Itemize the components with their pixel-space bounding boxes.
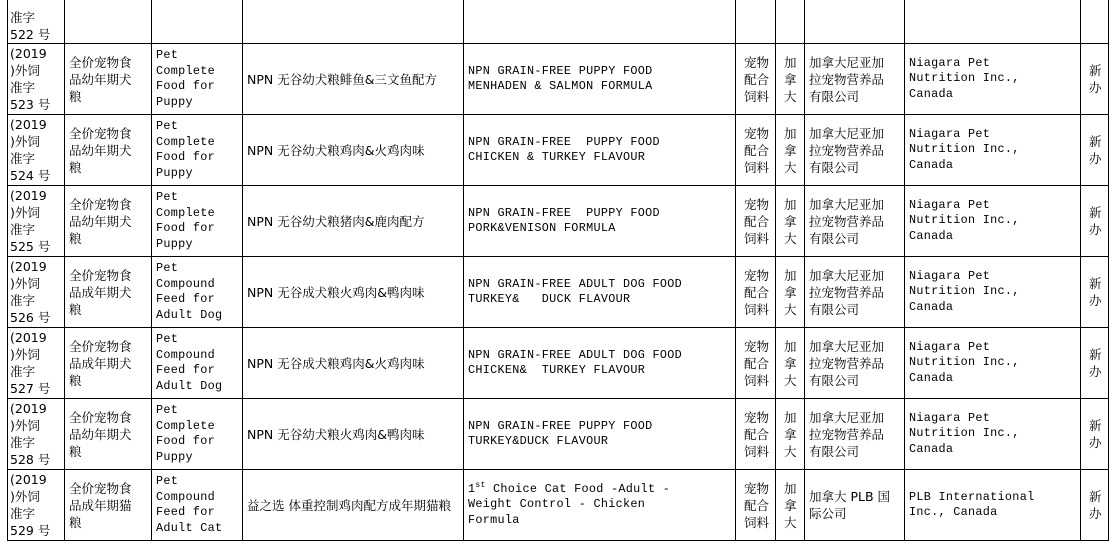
category-en-line: Puppy (156, 449, 193, 464)
product-name-cn-text: NPN 无谷幼犬粮猪肉&鹿肉配方 (247, 213, 425, 229)
approval-number-line: 准字 (10, 151, 36, 166)
approval-number-cell (8, 44, 65, 115)
product-name-cn-cell (243, 186, 464, 257)
approval-number-line: )外饲 (10, 347, 40, 362)
origin-country-line: 加 (784, 409, 797, 425)
status-cell (1081, 328, 1109, 399)
product-type-cell (736, 399, 776, 470)
product-name-en-cell (464, 399, 736, 470)
table-row (8, 44, 1109, 115)
status-line: 办 (1089, 293, 1102, 308)
origin-country-line: 拿 (784, 213, 797, 229)
product-name-en-line: Weight Control - Chicken (468, 497, 646, 512)
approval-number-cell (8, 399, 65, 470)
category-cn-cell (65, 470, 152, 541)
product-name-en-cell (464, 328, 736, 399)
product-name-cn-cell (243, 115, 464, 186)
product-type-cell (736, 257, 776, 328)
category-en-line: Pet (156, 48, 179, 62)
category-cn-line: 粮 (69, 443, 82, 459)
table-row (8, 328, 1109, 399)
origin-country-cell (776, 328, 805, 399)
category-cn-line: 品幼年期犬 (69, 426, 132, 442)
table-row (8, 115, 1109, 186)
approval-number-line: 准字 (10, 80, 36, 95)
approval-number-line: )外饲 (10, 276, 40, 291)
approval-number-line: 529 号 (10, 523, 51, 538)
origin-country-line: 大 (784, 159, 797, 175)
product-type-line: 饲料 (744, 372, 770, 388)
category-en-line: Puppy (156, 165, 193, 180)
status-line: 办 (1089, 506, 1102, 521)
category-en-cell (152, 257, 243, 328)
category-cn-line: 品幼年期犬 (69, 71, 132, 87)
product-name-cn-cell (243, 257, 464, 328)
company-cn-line: 拉宠物营养品 (809, 71, 885, 87)
origin-country-line: 拿 (784, 142, 797, 158)
product-name-cn-text: NPN 无谷幼犬粮鲱鱼&三文鱼配方 (247, 71, 437, 87)
company-en-cell (905, 257, 1081, 328)
table-row (8, 186, 1109, 257)
company-cn-line: 加拿大尼亚加 (809, 54, 885, 70)
category-en-line: Adult Cat (156, 520, 223, 535)
status-line: 新 (1089, 205, 1102, 220)
origin-country-line: 大 (784, 230, 797, 246)
product-type-cell (736, 186, 776, 257)
category-en-line: Pet (156, 190, 179, 204)
product-type-line: 宠物 (744, 196, 770, 212)
category-en-cell (152, 328, 243, 399)
company-cn-line: 拉宠物营养品 (809, 284, 885, 300)
category-cn-line: 全价宠物食 (69, 409, 132, 425)
status-line: 办 (1089, 222, 1102, 237)
product-name-cn-cell (243, 0, 464, 44)
product-type-line: 宠物 (744, 409, 770, 425)
product-name-en-line: NPN GRAIN-FREE PUPPY FOOD (468, 63, 653, 78)
ordinal-suffix: st (475, 480, 486, 490)
company-cn-line: 加拿大尼亚加 (809, 338, 885, 354)
company-en-line: Canada (909, 228, 954, 243)
status-cell (1081, 257, 1109, 328)
origin-country-cell (776, 186, 805, 257)
category-cn-line: 粮 (69, 159, 82, 175)
product-name-cn-text: NPN 无谷幼犬粮火鸡肉&鸭肉味 (247, 426, 425, 442)
product-name-cn-cell (243, 399, 464, 470)
product-name-cn-cell (243, 328, 464, 399)
product-name-en-cell (464, 257, 736, 328)
product-type-line: 饲料 (744, 230, 770, 246)
product-name-cn-text: NPN 无谷幼犬粮鸡肉&火鸡肉味 (247, 142, 425, 158)
approval-number-cell (8, 186, 65, 257)
category-en-line: Pet (156, 261, 179, 275)
origin-country-line: 大 (784, 514, 797, 530)
approval-number-cell (8, 328, 65, 399)
origin-country-line: 拿 (784, 426, 797, 442)
company-cn-line: 有限公司 (809, 230, 860, 246)
product-type-line: 宠物 (744, 338, 770, 354)
company-en-line: Canada (909, 157, 954, 172)
approval-number-line: 524 号 (10, 168, 51, 183)
table-row (8, 399, 1109, 470)
category-cn-cell (65, 399, 152, 470)
category-cn-line: 粮 (69, 88, 82, 104)
category-en-cell (152, 44, 243, 115)
company-cn-line: 有限公司 (809, 159, 860, 175)
company-cn-line: 拉宠物营养品 (809, 142, 885, 158)
product-name-en-line: NPN GRAIN-FREE PUPPY FOOD (468, 205, 660, 220)
category-cn-line: 全价宠物食 (69, 267, 132, 283)
category-en-line: Pet (156, 119, 179, 133)
category-en-cell (152, 186, 243, 257)
category-en-line: Complete (156, 418, 216, 433)
approval-number-line: (2019 (10, 188, 47, 203)
origin-country-line: 大 (784, 443, 797, 459)
category-cn-line: 粮 (69, 372, 82, 388)
product-type-line: 配合 (744, 213, 770, 229)
category-cn-line: 品幼年期犬 (69, 142, 132, 158)
company-en-cell (905, 0, 1081, 44)
status-cell (1081, 186, 1109, 257)
table-row (8, 470, 1109, 541)
company-en-line: Canada (909, 441, 954, 456)
origin-country-cell (776, 0, 805, 44)
company-cn-cell (805, 44, 905, 115)
origin-country-cell (776, 44, 805, 115)
company-en-line: Canada (909, 370, 954, 385)
status-cell (1081, 115, 1109, 186)
category-en-line: Food for (156, 221, 216, 235)
approval-number-line: 523 号 (10, 97, 51, 112)
product-name-cn-text: NPN 无谷成犬粮火鸡肉&鸭肉味 (247, 284, 425, 300)
product-name-en-cell (464, 44, 736, 115)
category-en-line: Food for (156, 434, 216, 448)
product-type-cell (736, 470, 776, 541)
company-en-cell (905, 399, 1081, 470)
company-en-line: Nutrition Inc., (909, 213, 1020, 228)
table-row (8, 0, 1109, 44)
product-name-en-line: MENHADEN & SALMON FORMULA (468, 79, 653, 93)
approval-number-line: )外饲 (10, 489, 40, 504)
product-name-cn-text: 益之选 体重控制鸡肉配方成年期猫粮 (247, 497, 451, 513)
product-name-en-cell (464, 470, 736, 541)
company-en-cell (905, 115, 1081, 186)
product-type-line: 配合 (744, 426, 770, 442)
company-cn-line: 加拿大尼亚加 (809, 409, 885, 425)
product-name-cn-cell (243, 44, 464, 115)
category-cn-line: 品成年期犬 (69, 355, 132, 371)
category-en-line: Pet (156, 474, 179, 488)
product-name-en-line: TURKEY& DUCK FLAVOUR (468, 292, 631, 306)
company-en-line: Niagara Pet (909, 55, 991, 70)
origin-country-line: 大 (784, 88, 797, 104)
product-en-text: Choice Cat Food -Adult - (485, 481, 671, 496)
company-cn-line: 加拿大尼亚加 (809, 267, 885, 283)
approval-number-line: 准字 (10, 222, 36, 237)
category-cn-line: 粮 (69, 514, 82, 530)
status-line: 办 (1089, 435, 1102, 450)
category-en-cell (152, 0, 243, 44)
company-cn-line: 拉宠物营养品 (809, 426, 885, 442)
approval-number-line: 准字 (10, 435, 36, 450)
category-cn-cell (65, 0, 152, 44)
approval-number-line: 526 号 (10, 310, 51, 325)
category-en-line: Pet (156, 332, 179, 346)
product-name-en-line: PORK&VENISON FORMULA (468, 221, 616, 235)
ordinal-number: 1 (468, 481, 476, 496)
company-en-cell (905, 44, 1081, 115)
company-en-cell (905, 470, 1081, 541)
company-en-line: Nutrition Inc., (909, 426, 1020, 441)
approval-number-line: 准字 (10, 293, 36, 308)
product-type-cell (736, 328, 776, 399)
registration-table (7, 0, 1109, 541)
origin-country-line: 拿 (784, 497, 797, 513)
product-type-line: 宠物 (744, 267, 770, 283)
category-en-line: Pet (156, 403, 179, 417)
company-en-line: Niagara Pet (909, 268, 991, 283)
status-line: 办 (1089, 80, 1102, 95)
origin-country-line: 加 (784, 125, 797, 141)
company-cn-line: 加拿大尼亚加 (809, 125, 885, 141)
product-type-cell (736, 44, 776, 115)
product-en-line (468, 482, 731, 498)
product-name-en-line: CHICKEN& TURKEY FLAVOUR (468, 363, 646, 377)
status-line: 新 (1089, 134, 1102, 149)
company-cn-line: 加拿大尼亚加 (809, 196, 885, 212)
company-cn-cell (805, 257, 905, 328)
product-type-line: 配合 (744, 355, 770, 371)
product-type-line: 饲料 (744, 443, 770, 459)
company-en-line: Niagara Pet (909, 197, 991, 212)
category-en-line: Feed for (156, 292, 216, 306)
category-en-line: Puppy (156, 94, 193, 109)
category-en-cell (152, 399, 243, 470)
origin-country-line: 加 (784, 480, 797, 496)
company-en-line: PLB International (909, 489, 1035, 504)
product-type-line: 宠物 (744, 480, 770, 496)
origin-country-line: 加 (784, 196, 797, 212)
company-en-line: Niagara Pet (909, 126, 991, 141)
category-cn-line: 全价宠物食 (69, 196, 132, 212)
status-line: 新 (1089, 347, 1102, 362)
approval-number-line: (2019 (10, 401, 47, 416)
status-line: 新 (1089, 63, 1102, 78)
category-cn-line: 全价宠物食 (69, 480, 132, 496)
origin-country-line: 拿 (784, 355, 797, 371)
approval-number-line: (2019 (10, 46, 47, 61)
category-cn-cell (65, 44, 152, 115)
company-en-line: Nutrition Inc., (909, 284, 1020, 299)
category-en-line: Feed for (156, 363, 216, 377)
approval-number-cell (8, 257, 65, 328)
approval-number-line: (2019 (10, 472, 47, 487)
company-en-line: Canada (909, 86, 954, 101)
approval-number-line: 525 号 (10, 239, 51, 254)
status-line: 新 (1089, 276, 1102, 291)
origin-country-cell (776, 115, 805, 186)
approval-number-line: )外饲 (10, 134, 40, 149)
category-en-line: Compound (156, 347, 216, 362)
product-type-line: 配合 (744, 71, 770, 87)
status-cell (1081, 44, 1109, 115)
product-name-en-line: Formula (468, 512, 520, 527)
category-cn-cell (65, 115, 152, 186)
approval-number-line: 准字 (10, 364, 36, 379)
product-name-en-line: NPN GRAIN-FREE PUPPY FOOD (468, 134, 660, 149)
approval-number-line: (2019 (10, 117, 47, 132)
company-cn-line: 有限公司 (809, 443, 860, 459)
category-en-line: Complete (156, 205, 216, 220)
company-en-cell (905, 328, 1081, 399)
product-name-en-line: NPN GRAIN-FREE ADULT DOG FOOD (468, 347, 682, 362)
table-row (8, 257, 1109, 328)
product-name-en-cell (464, 0, 736, 44)
approval-number-line: 527 号 (10, 381, 51, 396)
company-cn-line: 有限公司 (809, 372, 860, 388)
category-en-line: Adult Dog (156, 307, 223, 322)
category-cn-cell (65, 186, 152, 257)
product-name-cn-text: NPN 无谷成犬粮鸡肉&火鸡肉味 (247, 355, 425, 371)
category-cn-line: 粮 (69, 230, 82, 246)
company-en-line: Nutrition Inc., (909, 142, 1020, 157)
product-name-en-line: TURKEY&DUCK FLAVOUR (468, 434, 609, 448)
company-cn-line: 有限公司 (809, 88, 860, 104)
origin-country-cell (776, 257, 805, 328)
company-cn-line: 拉宠物营养品 (809, 213, 885, 229)
status-cell (1081, 399, 1109, 470)
product-type-cell (736, 115, 776, 186)
origin-country-line: 拿 (784, 71, 797, 87)
status-cell (1081, 470, 1109, 541)
product-type-line: 饲料 (744, 88, 770, 104)
company-en-line: Niagara Pet (909, 410, 991, 425)
category-en-line: Compound (156, 489, 216, 504)
approval-number-line: 准字 (10, 10, 36, 25)
status-line: 新 (1089, 418, 1102, 433)
category-en-line: Compound (156, 276, 216, 291)
company-cn-line: 有限公司 (809, 301, 860, 317)
company-cn-cell (805, 470, 905, 541)
company-en-line: Niagara Pet (909, 339, 991, 354)
category-cn-cell (65, 257, 152, 328)
category-cn-line: 品幼年期犬 (69, 213, 132, 229)
status-line: 办 (1089, 364, 1102, 379)
approval-number-cell (8, 470, 65, 541)
company-cn-cell (805, 399, 905, 470)
origin-country-line: 拿 (784, 284, 797, 300)
category-cn-line: 品成年期犬 (69, 284, 132, 300)
product-type-line: 配合 (744, 142, 770, 158)
product-type-line: 配合 (744, 284, 770, 300)
approval-number-line: )外饲 (10, 205, 40, 220)
table-body (8, 0, 1109, 541)
approval-number-cell (8, 0, 65, 44)
product-type-line: 宠物 (744, 125, 770, 141)
product-name-en-line: NPN GRAIN-FREE ADULT DOG FOOD (468, 276, 682, 291)
product-type-line: 配合 (744, 497, 770, 513)
category-en-line: Food for (156, 79, 216, 93)
company-en-cell (905, 186, 1081, 257)
status-cell (1081, 0, 1109, 44)
company-en-line: Canada (909, 299, 954, 314)
company-cn-cell (805, 0, 905, 44)
category-en-line: Complete (156, 63, 216, 78)
approval-number-line: )外饲 (10, 418, 40, 433)
product-name-en-line: CHICKEN & TURKEY FLAVOUR (468, 150, 646, 164)
product-type-line: 饲料 (744, 514, 770, 530)
product-name-cn-cell (243, 470, 464, 541)
company-cn-cell (805, 186, 905, 257)
category-en-line: Feed for (156, 505, 216, 519)
status-line: 办 (1089, 151, 1102, 166)
origin-country-line: 加 (784, 54, 797, 70)
product-name-en-cell (464, 115, 736, 186)
category-en-line: Puppy (156, 236, 193, 251)
approval-number-line: 528 号 (10, 452, 51, 467)
origin-country-cell (776, 470, 805, 541)
approval-number-line: )外饲 (10, 63, 40, 78)
company-cn-line: 加拿大 PLB 国 (809, 489, 891, 504)
company-en-line: Inc., Canada (909, 505, 998, 519)
category-cn-cell (65, 328, 152, 399)
product-type-line: 饲料 (744, 301, 770, 317)
product-type-cell (736, 0, 776, 44)
status-line: 新 (1089, 489, 1102, 504)
category-en-cell (152, 115, 243, 186)
company-cn-cell (805, 328, 905, 399)
origin-country-line: 大 (784, 372, 797, 388)
product-type-line: 宠物 (744, 54, 770, 70)
category-en-line: Food for (156, 150, 216, 164)
company-cn-cell (805, 115, 905, 186)
product-type-line: 饲料 (744, 159, 770, 175)
category-cn-line: 全价宠物食 (69, 338, 132, 354)
approval-number-cell (8, 115, 65, 186)
company-cn-line: 拉宠物营养品 (809, 355, 885, 371)
approval-number-line: 准字 (10, 506, 36, 521)
approval-number-line: (2019 (10, 330, 47, 345)
company-cn-line: 际公司 (809, 506, 847, 521)
origin-country-cell (776, 399, 805, 470)
category-cn-line: 品成年期猫 (69, 497, 132, 513)
product-name-en-cell (464, 186, 736, 257)
origin-country-line: 加 (784, 267, 797, 283)
approval-number-line: 522 号 (10, 27, 51, 42)
origin-country-line: 大 (784, 301, 797, 317)
category-cn-line: 全价宠物食 (69, 125, 132, 141)
category-en-line: Complete (156, 134, 216, 149)
approval-number-line: (2019 (10, 259, 47, 274)
product-name-en-line: NPN GRAIN-FREE PUPPY FOOD (468, 418, 653, 433)
category-cn-line: 全价宠物食 (69, 54, 132, 70)
company-en-line: Nutrition Inc., (909, 71, 1020, 86)
company-en-line: Nutrition Inc., (909, 355, 1020, 370)
category-en-line: Adult Dog (156, 378, 223, 393)
category-cn-line: 粮 (69, 301, 82, 317)
origin-country-line: 加 (784, 338, 797, 354)
category-en-cell (152, 470, 243, 541)
